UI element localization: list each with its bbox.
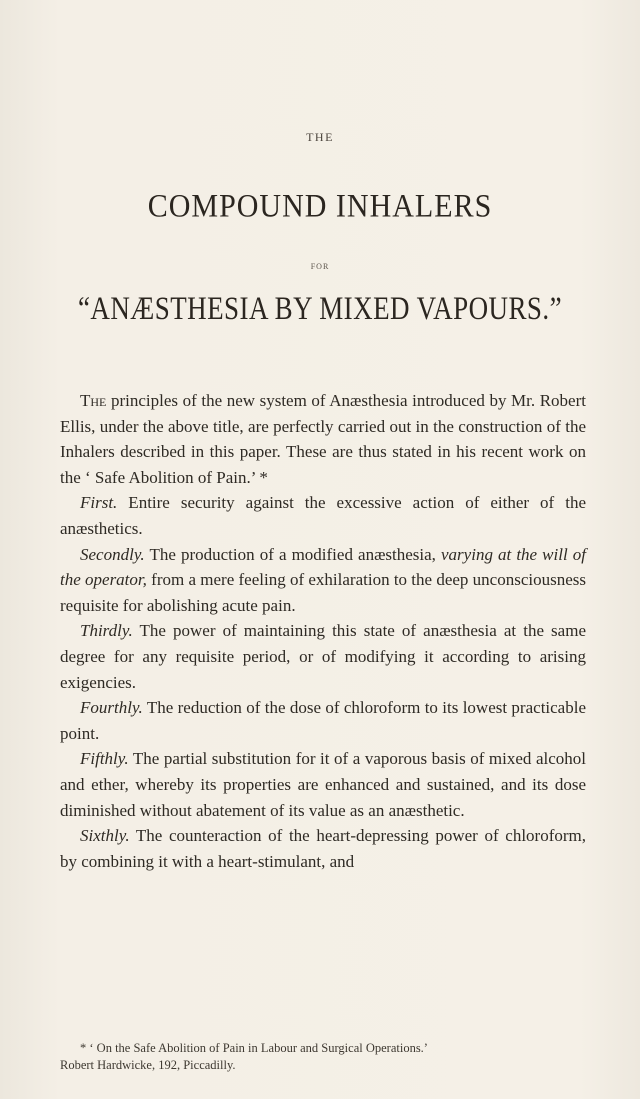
point-label: Fifthly.	[80, 749, 129, 769]
point-text: The reduction of the dose of chloroform to its lowest practicable point.	[60, 698, 586, 743]
point-text-after: from a mere feeling of exhilaration to the deep unconsciousness requisite for abolishing acute pain.	[60, 570, 586, 615]
point-secondly	[60, 542, 586, 619]
point-label: Thirdly.	[80, 621, 133, 641]
point-text: Entire security against the excessive action of either of the anæsthetics.	[60, 493, 586, 538]
point-text: The production of a modified anæsthesia,	[144, 544, 442, 564]
point-sixthly	[60, 823, 586, 874]
point-emphasis: varying at the will of the operator,	[60, 544, 586, 590]
intro-paragraph	[60, 388, 586, 490]
footnote-line-1: * ‘ On the Safe Abolition of Pain in Labour and Surgical Operations.’	[80, 1041, 428, 1055]
body-text	[60, 388, 586, 874]
footnote	[60, 1040, 586, 1074]
header-the: THE	[306, 130, 334, 144]
point-text: The partial substitution for it of a vaporous basis of mixed alcohol and ether, whereby its properties are enhanced and sustained, and its dose diminished without abatement of its value as an anæsthetic.	[60, 749, 586, 820]
footnote-line-2: Robert Hardwicke, 192, Piccadilly.	[60, 1058, 236, 1072]
point-label: Secondly.	[80, 544, 145, 564]
header-for: FOR	[310, 262, 330, 271]
point-text: The counteraction of the heart-depressing power of chloroform, by combining it with a heart-stimulant, and	[60, 826, 586, 871]
point-first	[60, 490, 586, 541]
point-label: Fourthly.	[80, 698, 143, 718]
page-subtitle: “ANÆSTHESIA BY MIXED VAPOURS.”	[77, 290, 563, 327]
page-title: COMPOUND INHALERS	[147, 188, 493, 225]
point-thirdly	[60, 618, 586, 695]
point-label: Sixthly.	[80, 826, 130, 846]
intro-lead-word: The	[80, 391, 107, 410]
intro-text: principles of the new system of Anæsthesia introduced by Mr. Robert Ellis, under the above title, are perfectly carried out in the construction of the Inhalers described in this paper. These are thus stated in his recent work on the ‘ Safe Abolition of Pain.’ *	[60, 391, 586, 487]
point-text: The power of maintaining this state of anæsthesia at the same degree for any requisite period, or of modifying it according to arising exigencies.	[60, 621, 586, 692]
point-fourthly	[60, 695, 586, 746]
point-label: First.	[80, 493, 118, 513]
point-fifthly	[60, 746, 586, 823]
